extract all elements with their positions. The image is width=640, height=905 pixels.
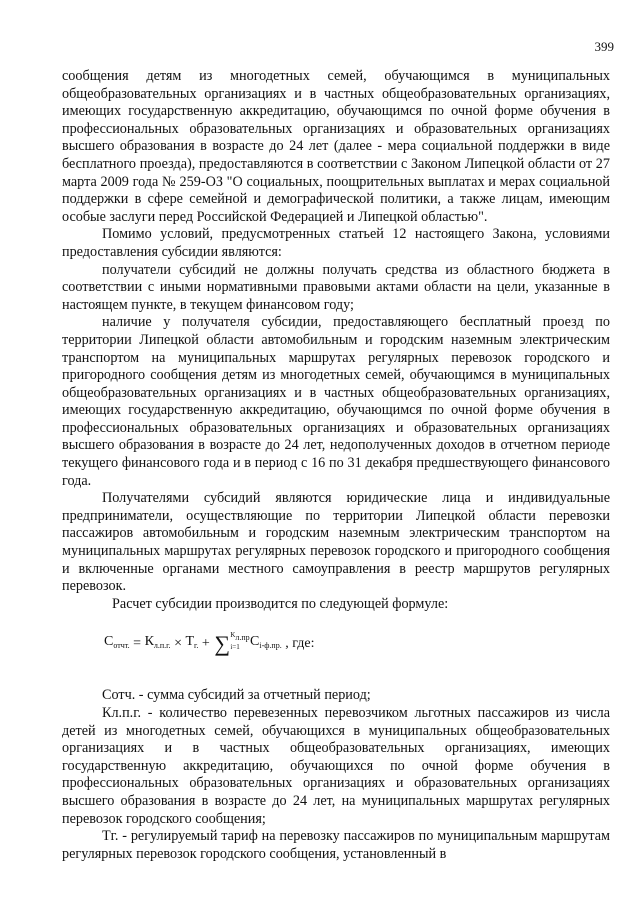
paragraph: Расчет субсидии производится по следующей формуле: — [112, 595, 449, 612]
paragraph: сообщения детям из многодетных семей, обучающимся в муниципальных общеобразовательных организациях и в частных общеобразовательных организациях, имеющих государственную аккредитацию, обучающимся по очной форме обучения в профессиональных образовательных организациях и образовательных организациях высшего образования в возрасте до 24 лет (далее - мера социальной поддержки в виде бесплатного проезда), предоставляются в соответствии с Законом Липецкой области от 27 марта 2009 года № 259-ОЗ "О социальных, поощрительных выплатах и мерах социальной поддержки в сфере семейной и демографической политики, а также лицам, имеющим особые заслуги перед Российской Федерацией и Липецкой областью". — [62, 68, 610, 225]
page-number: 399 — [594, 39, 614, 54]
paragraph: получатели субсидий не должны получать средства из областного бюджета в соответствии с иными нормативными правовыми актами области на цели, указанные в настоящем пункте, в текущем финансовом году; — [62, 261, 610, 313]
formula-c: $С_{i-ф.пр.}$ — [250, 634, 282, 651]
paragraph: наличие у получателя субсидии, предоставляющего бесплатный проезд по территории Липецкой области автомобильным и городским наземным электрическим транспортом на муниципальных маршрутах регулярных перевозок городского и пригородного сообщения детям из многодетных семей, обучающимся в муниципальных общеобразовательных организациях и в частных общеобразовательных организациях, имеющих государственную аккредитацию, обучающимся по очной форме обучения в профессиональных образовательных организациях и образовательных организациях высшего образования в возрасте до 24 лет, недополученных доходов в отчетном периоде текущего финансового года и в период с 16 по 31 декабря предшествующего финансового года. — [62, 314, 610, 489]
formula-equals: = — [133, 636, 142, 652]
paragraph: Помимо условий, предусмотренных статьей 12 настоящего Закона, условиями предоставления субсидии являются: — [62, 226, 610, 260]
definition: Тг. - регулируемый тариф на перевозку пассажиров по муниципальным маршрутам регулярных перевозок городского сообщения, установленный в — [62, 828, 610, 862]
sigma-upper-limit: $K_{л.пр}$ — [230, 631, 250, 643]
formula-k: $К_{л.п.г.}$ — [144, 634, 171, 651]
formula-lhs: $С_{отчт.}$ — [104, 634, 130, 651]
formula-t: $Т_{г.}$ — [185, 634, 199, 651]
sigma-lower-limit: i=1 — [230, 643, 240, 652]
subsidy-formula — [104, 633, 610, 663]
formula-times: × — [174, 636, 182, 652]
paragraph: Получателями субсидий являются юридические лица и индивидуальные предприниматели, осуществляющие по территории Липецкой области перевозки пассажиров автомобильным и городским наземным электрическим транспортом на муниципальных маршрутах регулярных перевозок городского и пригородного сообщения и включенные органами местного самоуправления в реестр маршрутов регулярных перевозок. — [62, 490, 610, 595]
formula-plus: + — [201, 636, 210, 652]
definition: Кл.п.г. - количество перевезенных перевозчиком льготных пассажиров из числа детей из многодетных семей, обучающихся в муниципальных общеобразовательных организациях и в частных общеобразовательных организациях, имеющих государственную аккредитацию, обучающихся по очной форме обучения в профессиональных образовательных организациях и образовательных организациях высшего образования в возрасте до 24 лет, на муниципальных маршрутах регулярных перевозок городского сообщения; — [62, 705, 610, 827]
sigma-icon: ∑ $K_{л.пр}$ i=1 — [214, 635, 230, 653]
definition: Сотч. - сумма субсидий за отчетный период; — [102, 687, 371, 704]
document-body — [62, 68, 610, 863]
formula-tail: , где: — [285, 636, 315, 652]
